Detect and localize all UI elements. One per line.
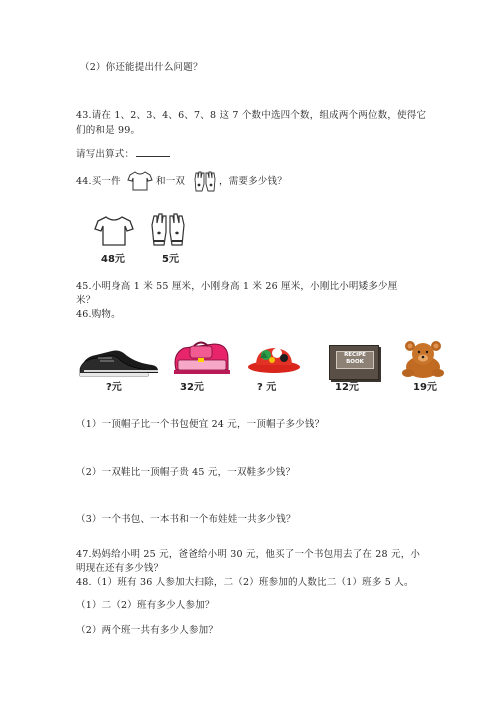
q46-title: 46.购物。 [76,309,121,320]
q48-sub1: （1）二（2）班有多少人参加？ [76,600,215,611]
book-cover-word1: RECIPE [344,352,366,358]
teddy-bear-price: 19元 [413,382,437,393]
shirt-item-icon [94,215,134,247]
teddy-bear-icon [398,339,448,379]
book-icon [329,345,379,380]
q47-text-line2: 明现在还有多少钱？ [76,563,164,574]
shoes-price: ?元 [106,382,122,393]
q47-text-line1: 47.妈妈给小明 25 元，爸爸给小明 30 元，他买了一个书包用去了在 28 元，小 [76,549,421,560]
q46-sub2: （2）一双鞋比一顶帽子贵 45 元，一双鞋多少钱？ [76,467,296,478]
backpack-price: 32元 [180,382,204,393]
q44-pre-text: 44.买一件 [76,176,121,187]
q46-sub1: （1）一顶帽子比一个书包便宜 24 元，一顶帽子多少钱？ [76,419,325,430]
book-cover-label [336,351,374,369]
q45-text-line1: 45.小明身高 1 米 55 厘米，小刚身高 1 米 26 厘米，小刚比小明矮多少厘 [76,281,398,292]
q43-text-line2: 们的和是 99。 [76,125,141,136]
hat-price: ? 元 [257,382,277,393]
q43-answer-line [76,147,170,162]
backpack-icon [170,340,232,376]
q48-sub2: （2）两个班一共有多少人参加？ [76,625,219,636]
q43-text-line1: 43.请在 1、2、3、4、6、7、8 这 7 个数中选四个数，组成两个两位数，使得它 [76,110,427,121]
q45-text-line2: 米？ [76,295,96,306]
q44-post-text: ，需要多少钱？ [219,176,287,187]
gloves-price: 5元 [162,254,179,265]
follow-up-question: （2）你还能提出什么问题？ [80,62,203,73]
q46-sub3: （3）一个书包、一本书和一个布娃娃一共多少钱？ [76,514,296,525]
shirt-icon [127,171,153,191]
gloves-icon [193,171,217,193]
shirt-price: 48元 [101,254,125,265]
q44-mid-text: 和一双 [156,176,186,187]
q48-title: 48.（1）班有 36 人参加大扫除，二（2）班参加的人数比二（1）班多 5 人。 [76,577,414,588]
q43-answer-blank[interactable] [136,147,170,157]
gloves-item-icon [150,213,186,247]
book-cover-word2: BOOK [346,359,364,365]
shoes-icon [78,345,160,377]
q43-answer-prompt: 请写出算式： [76,149,135,160]
book-price: 12元 [335,382,359,393]
hat-icon [246,343,302,375]
